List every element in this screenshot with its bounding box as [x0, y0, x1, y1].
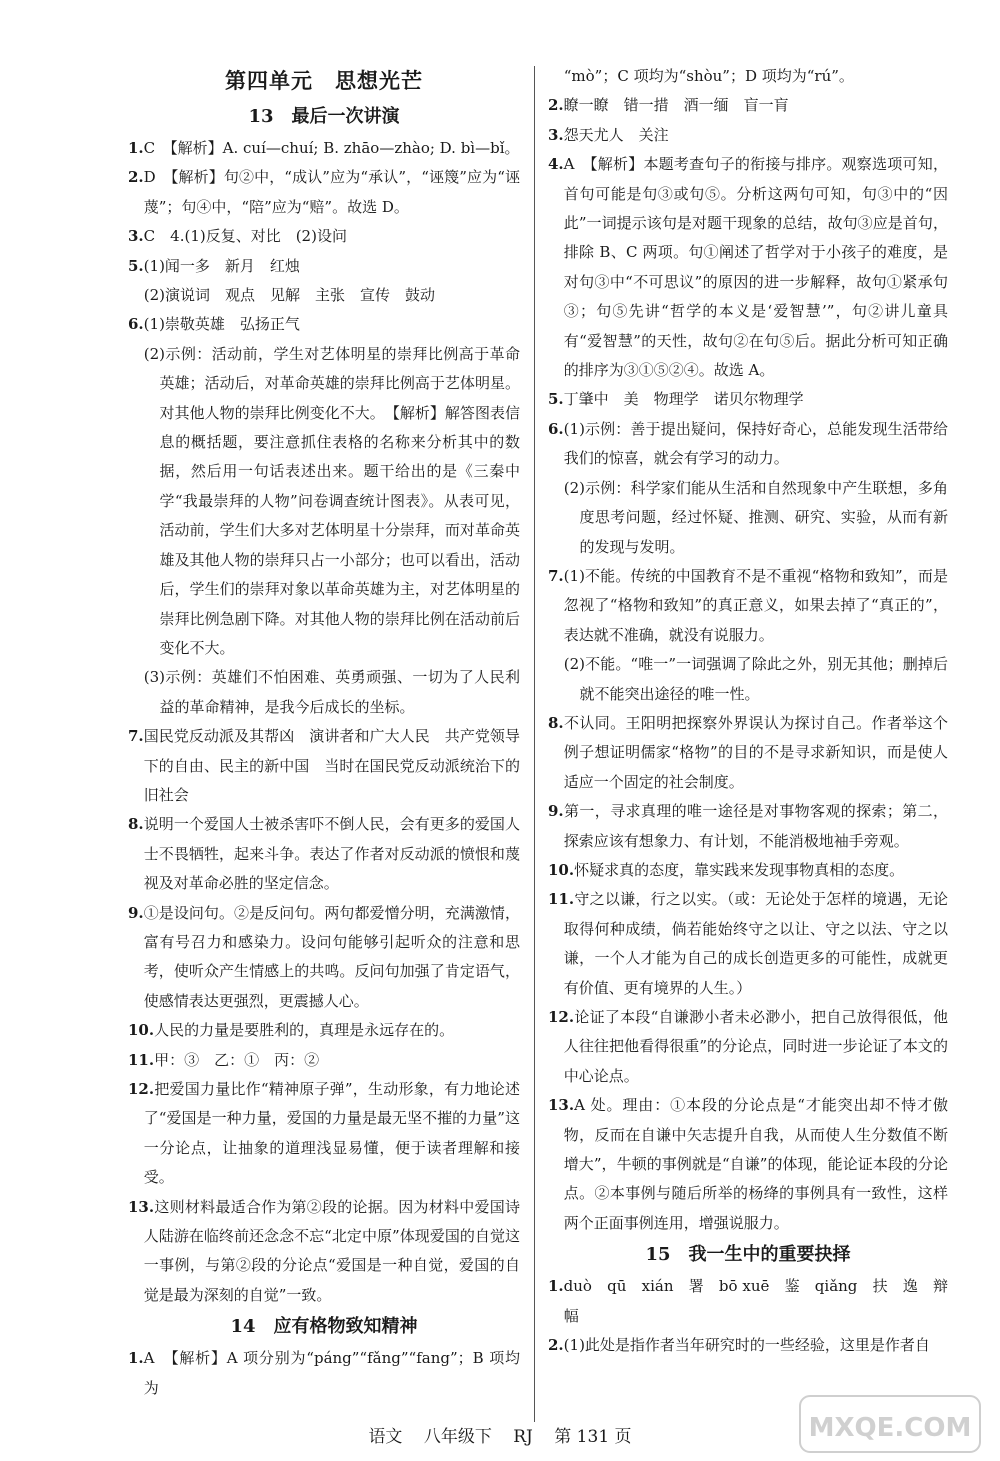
- answer-item: 8.说明一个爱国人士被杀害吓不倒人民，会有更多的爱国人士不畏牺牲，起来斗争。表达了作者对反动派的愤恨和蔑视及对革命必胜的坚定信念。: [128, 815, 520, 893]
- answer-item: 2.D 【解析】句②中，“成认”应为“承认”，“诬篾”应为“诬蔑”；句④中，“陪”应为“赔”。故选 D。: [128, 168, 520, 216]
- answer-subitem: (2)演说词 观点 见解 主张 宣传 鼓动: [143, 286, 435, 305]
- lesson-13-title: 13 最后一次讲演: [248, 106, 400, 127]
- answer-item: 10.怀疑求真的态度，靠实践来发现事物真相的态度。: [548, 860, 905, 879]
- answer-item: 4.A 【解析】本题考查句子的衔接与排序。观察选项可知，首句可能是句③或句⑤。分析这两句可知，句③中的“因此”一词提示该句是对题干现象的总结，故句③应是首句，排除 B、C 两项。句①阐述了哲学对于小孩子的难度，是对句③中“不可思议”的原因的进一步解释，故句①紧承句③；句⑤先讲“哲学的本义是‘爱智慧’”，句②讲儿童具有“爱智慧”的天性，故句②在句⑤后。据此分析可知正确的排序为③①⑤②④。故选 A。: [548, 155, 948, 380]
- answer-item: 7.国民党反动派及其帮凶 演讲者和广大人民 共产党领导下的自由、民主的新中国 当时在国民党反动派统治下的旧社会: [128, 727, 520, 804]
- right-column: [548, 62, 964, 1360]
- answer-item: 5.(1)闻一多 新月 红烛: [128, 256, 300, 275]
- answer-item: 10.人民的力量是要胜利的，真理是永远存在的。: [128, 1021, 455, 1040]
- answer-item: 2.(1)此处是指作者当年研究时的一些经验，这里是作者自: [548, 1336, 930, 1355]
- answer-item: 3.C 4.(1)反复、对比 (2)设问: [128, 227, 347, 246]
- answer-subitem: (2)示例：活动前，学生对艺体明星的崇拜比例高于革命英雄；活动后，对革命英雄的崇拜比例高于艺体明星。对其他人物的崇拜比例变化不大。 【解析】解答图表信息的概括题，要注意抓住表格的名称来分析其中的数据，然后用一句话表述出来。题干给出的是《三秦中学“我最崇拜的人物”问卷调查统计图表》。从表可见，活动前，学生们大多对艺体明星十分崇拜，而对革命英雄及其他人物的崇拜只占一小部分；也可以看出，活动后，学生们的崇拜对象以革命英雄为主，对艺体明星的崇拜比例急剧下降。对其他人物的崇拜比例在活动前后变化不大。: [143, 344, 520, 657]
- answer-continuation: “mò”；C 项均为“shòu”；D 项均为“rú”。: [563, 67, 854, 85]
- lesson-14-title: 14 应有格物致知精神: [230, 1316, 418, 1338]
- answer-subitem: (3)示例：英雄们不怕困难、英勇顽强、一切为了人民利益的革命精神，是我今后成长的坐标。: [143, 668, 520, 716]
- answer-item: 3.怨天尤人 关注: [548, 125, 669, 144]
- svg-text:MXQE.COM: MXQE.COM: [808, 1413, 972, 1443]
- answer-item: 1.duò qū xián 署 bō xuē 鉴 qiǎng 扶 逸 辩 幅: [548, 1277, 964, 1325]
- column-divider: [534, 66, 535, 1422]
- answer-item: 13.A 处。理由：①本段的分论点是“才能突出却不恃才傲物，反而在自谦中矢志提升自我，从而使人生分数值不断增大”，牛顿的事例就是“自谦”的体现，能论证本段的分论点。②本事例与随后所举的杨绛的事例具有一致性，这样两个正面事例连用，增强说服力。: [548, 1096, 948, 1232]
- answer-item: 9.第一，寻求真理的唯一途径是对事物客观的探索；第二，探索应该有想象力、有计划，不能消极地袖手旁观。: [548, 802, 948, 850]
- footer-edition: RJ: [513, 1427, 533, 1447]
- answer-subitem: (2)示例：科学家们能从生活和自然现象中产生联想，多角度思考问题，经过怀疑、推测、研究、实验，从而有新的发现与发明。: [563, 478, 948, 556]
- answer-item: 11.甲：③ 乙：① 丙：②: [128, 1050, 320, 1069]
- footer-subject: 语文: [368, 1427, 403, 1447]
- answer-subitem: (2)不能。“唯一”一词强调了除此之外，别无其他；删掉后就不能突出途径的唯一性。: [563, 655, 948, 703]
- answer-item: 12.把爱国力量比作“精神原子弹”，生动形象，有力地论述了“爱国是一种力量，爱国的力量是最无坚不摧的力量”这一分论点，让抽象的道理浅显易懂，便于读者理解和接受。: [128, 1080, 520, 1187]
- answer-item: 1.A 【解析】A 项分别为“páng”“fǎng”“fang”；B 项均为: [128, 1349, 520, 1397]
- answer-item: 12.论证了本段“自谦渺小者未必渺小，把自己放得很低，他人往往把他看得很重”的分论点，同时进一步论证了本文的中心论点。: [548, 1008, 948, 1085]
- answer-item: 13.这则材料最适合作为第②段的论据。因为材料中爱国诗人陆游在临终前还念念不忘“北定中原”体现爱国的自觉这一事例，与第②段的分论点“爱国是一种自觉，爱国的自觉是最为深刻的自觉”一致。: [128, 1197, 520, 1304]
- answer-item: 9.①是设问句。②是反问句。两句都爱憎分明，充满激情，富有号召力和感染力。设问句能够引起听众的注意和思考，使听众产生情感上的共鸣。反问句加强了肯定语气，使感情表达更强烈，更震撼人心。: [128, 903, 520, 1010]
- unit-title: 第四单元 思想光芒: [225, 68, 423, 93]
- footer-grade: 八年级下: [423, 1427, 492, 1447]
- footer-page-number: 第 131 页: [554, 1427, 632, 1447]
- answer-item: 11.守之以谦，行之以实。（或：无论处于怎样的境遇，无论取得何种成绩，倘若能始终守之以让、守之以法、守之以谦，一个人才能为自己的成长创造更多的可能性，成就更有价值、更有境界的人生。）: [548, 890, 948, 997]
- answer-item: 5.丁肇中 美 物理学 诺贝尔物理学: [548, 390, 804, 409]
- answer-item: 6.(1)示例：善于提出疑问，保持好奇心，总能发现生活带给我们的惊喜，就会有学习的动力。: [548, 419, 948, 468]
- watermark-logo: [790, 1390, 990, 1460]
- answer-item: 8.不认同。王阳明把探察外界误认为探讨自己。作者举这个例子想证明儒家“格物”的目的不是寻求新知识，而是使人适应一个固定的社会制度。: [548, 713, 948, 791]
- answer-item: 2.瞭一瞭 错一措 酒一缅 盲一肓: [548, 96, 789, 115]
- answer-item: 7.(1)不能。传统的中国教育不是不重视“格物和致知”，而是忽视了“格物和致知”的真正意义，如果去掉了“真正的”，表达就不准确，就没有说服力。: [548, 566, 948, 644]
- answer-item: 1.C 【解析】A. cuí—chuí; B. zhāo—zhào; D. bì—bǐ。: [128, 139, 520, 157]
- left-column: [128, 62, 520, 1403]
- answer-item: 6.(1)崇敬英雄 弘扬正气: [128, 315, 300, 334]
- lesson-15-title: 15 我一生中的重要抉择: [645, 1244, 851, 1266]
